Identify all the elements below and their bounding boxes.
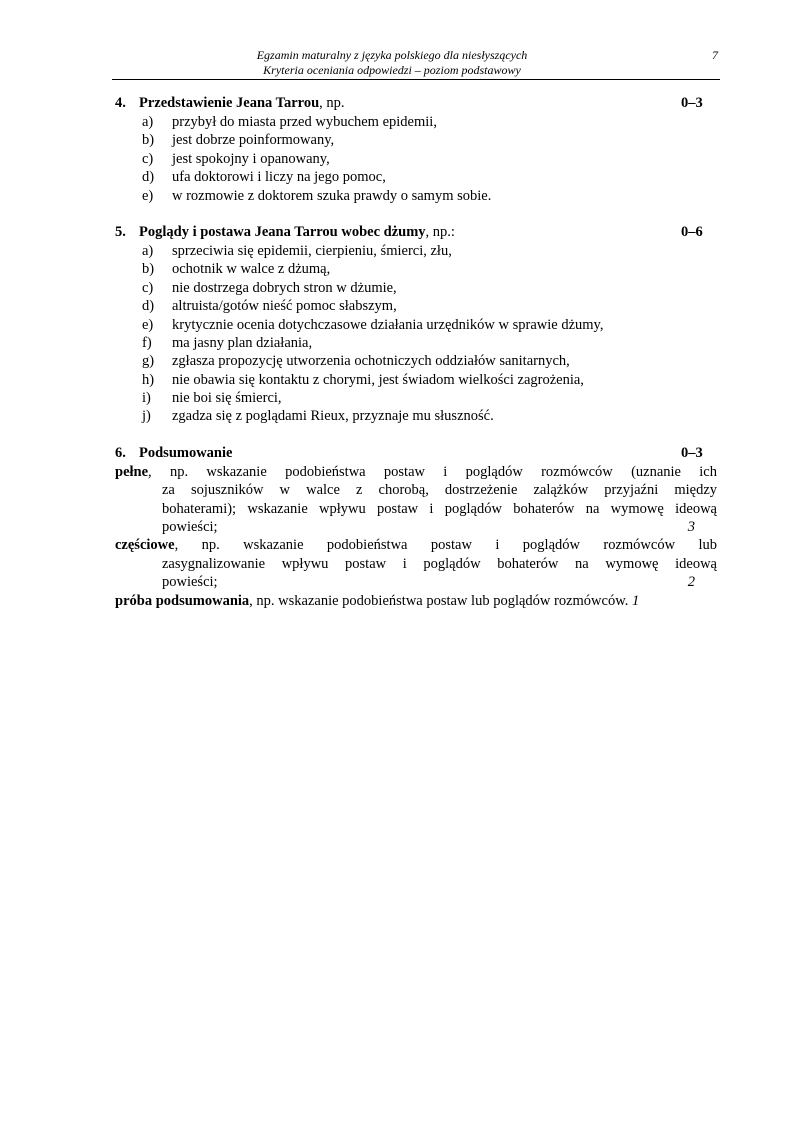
section-suffix: , np.:: [425, 223, 455, 240]
item-label: d): [142, 298, 155, 315]
list-item: [115, 113, 717, 131]
list-item: [115, 168, 717, 186]
item-label: e): [142, 187, 154, 204]
list-item: [115, 389, 717, 407]
item-label: c): [142, 150, 154, 167]
item-text: przybył do miasta przed wybuchem epidemii,: [172, 114, 437, 130]
section-number: 4.: [115, 95, 126, 111]
list-item: [115, 279, 717, 297]
list-item: [115, 242, 717, 260]
list-item: [115, 407, 717, 425]
section-number: 5.: [115, 223, 126, 240]
list-item: [115, 150, 717, 168]
item-text: jest spokojny i opanowany,: [172, 150, 330, 167]
criterion-text-line: , np. wskazanie podobieństwa postaw i poglądów rozmówców lub: [174, 537, 717, 554]
section-score: 0–3: [681, 444, 703, 461]
spacer: [115, 426, 717, 444]
criterion-points: 1: [632, 592, 640, 609]
item-label: a): [142, 114, 154, 130]
item-label: f): [142, 334, 152, 351]
item-text: sprzeciwia się epidemii, cierpieniu, śmierci, złu,: [172, 242, 452, 259]
item-label: h): [142, 371, 155, 388]
criterion-text-line: powieści;: [162, 519, 218, 536]
section-5-heading: [115, 223, 717, 242]
item-text: nie dostrzega dobrych stron w dżumie,: [172, 279, 397, 296]
item-label: b): [142, 132, 155, 149]
item-text: altruista/gotów nieść pomoc słabszym,: [172, 298, 397, 315]
item-label: c): [142, 279, 154, 296]
list-item: [115, 352, 717, 370]
list-item: [115, 334, 717, 352]
criterion-points: 3: [687, 519, 695, 536]
criterion-text-line: , np. wskazanie podobieństwa postaw lub poglądów rozmówców.: [249, 592, 629, 609]
document-body: [115, 94, 717, 610]
section-title: Przedstawienie Jeana Tarrou: [139, 95, 320, 111]
criterion-key: częściowe: [115, 537, 175, 554]
section-number: 6.: [115, 444, 126, 461]
criterion-text-line: zasygnalizowanie wpływu postaw i poglądów bohaterów na wymowę ideową: [162, 555, 717, 572]
spacer: [115, 205, 717, 223]
list-item: [115, 371, 717, 389]
item-text: krytycznie ocenia dotychczasowe działania urzędników w sprawie dżumy,: [172, 316, 604, 333]
criterion-attempt: [115, 592, 717, 610]
item-text: ma jasny plan działania,: [172, 334, 313, 351]
criterion-partial: [115, 536, 717, 591]
criterion-points: 2: [687, 574, 695, 591]
item-text: nie obawia się kontaktu z chorymi, jest świadom wielkości zagrożenia,: [172, 371, 584, 388]
item-text: jest dobrze poinformowany,: [172, 132, 335, 149]
list-item: [115, 316, 717, 334]
list-item: [115, 131, 717, 149]
header-criteria-subtitle: Kryteria oceniania odpowiedzi – poziom podstawowy: [263, 63, 521, 77]
list-item: [115, 187, 717, 205]
criterion-text-line: , np. wskazanie podobieństwa postaw i poglądów rozmówców (uznanie ich: [148, 463, 717, 480]
criterion-full: [115, 463, 717, 537]
criterion-key: pełne: [115, 463, 149, 480]
item-label: j): [142, 408, 151, 425]
item-text: nie boi się śmierci,: [172, 390, 282, 407]
section-title: Podsumowanie: [139, 444, 233, 461]
list-item: [115, 260, 717, 278]
section-score: 0–3: [681, 95, 703, 111]
item-label: a): [142, 242, 154, 259]
item-label: d): [142, 169, 155, 186]
item-label: e): [142, 316, 154, 333]
item-text: ufa doktorowi i liczy na jego pomoc,: [172, 169, 386, 186]
item-label: b): [142, 261, 155, 278]
section-suffix: , np.: [319, 95, 345, 111]
header-exam-title: Egzamin maturalny z języka polskiego dla niesłyszących: [256, 48, 528, 62]
criterion-text-line: za sojuszników w walce z chorobą, dostrzeżenie zalążków przyjaźni między: [162, 482, 717, 499]
item-text: zgadza się z poglądami Rieux, przyznaje mu słuszność.: [172, 408, 494, 425]
criterion-text-line: powieści;: [162, 574, 218, 591]
item-label: g): [142, 353, 155, 370]
section-6-heading: [115, 444, 717, 463]
item-text: w rozmowie z doktorem szuka prawdy o samym sobie.: [172, 187, 492, 204]
item-text: zgłasza propozycję utworzenia ochotniczych oddziałów sanitarnych,: [172, 353, 570, 370]
criterion-key: próba podsumowania: [115, 592, 250, 609]
page-number: 7: [712, 48, 718, 62]
item-text: ochotnik w walce z dżumą,: [172, 261, 331, 278]
section-score: 0–6: [681, 223, 703, 240]
item-label: i): [142, 390, 151, 407]
section-4-heading: [115, 94, 717, 113]
list-item: [115, 297, 717, 315]
criterion-text-line: bohaterami); wskazanie wpływu postaw i poglądów bohaterów na wymowę ideową: [162, 500, 717, 517]
page-header: [112, 46, 720, 80]
section-title: Poglądy i postawa Jeana Tarrou wobec dżumy: [139, 223, 426, 240]
